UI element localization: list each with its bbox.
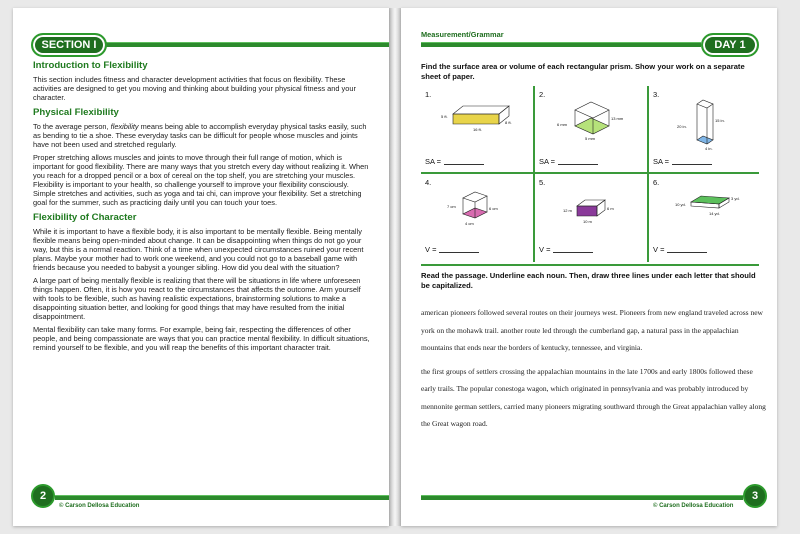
prism-drawing	[667, 96, 747, 152]
day-header-bar	[421, 42, 701, 47]
heading-physical-flexibility: Physical Flexibility	[33, 107, 119, 118]
answer-blank[interactable]: SA =	[425, 157, 484, 166]
dimension-label: 16 ft.	[473, 127, 482, 132]
footer-copyright-left: © Carson Dellosa Education	[59, 503, 140, 509]
page-number-right: 3	[743, 484, 767, 508]
dimension-label: 20 in.	[677, 124, 687, 129]
prism-problem-3	[649, 86, 761, 172]
book-gutter	[389, 8, 401, 526]
footer-bar	[55, 495, 389, 500]
dimension-label: 10 yd.	[675, 202, 686, 207]
left-page	[13, 8, 389, 526]
dimension-label: 13 mm	[611, 116, 624, 121]
prism-problem-1	[421, 86, 533, 172]
section-header-bar	[103, 42, 389, 47]
answer-blank[interactable]: V =	[425, 245, 479, 254]
instruction-prisms: Find the surface area or volume of each rectangular prism. Show your work on a separate sheet of paper.	[421, 62, 745, 81]
prism-drawing	[439, 96, 519, 136]
problem-number: 6.	[653, 178, 660, 187]
passage	[421, 304, 766, 439]
dimension-label: 4 in.	[705, 146, 713, 151]
heading-flexibility-of-character: Flexibility of Character	[33, 212, 137, 223]
prism-problem-grid	[421, 86, 759, 262]
dimension-label: 4 cm	[465, 221, 474, 226]
dimension-label: 15 in.	[715, 118, 725, 123]
instruction-passage: Read the passage. Underline each noun. Then, draw three lines under each letter that should be capitalized.	[421, 271, 756, 290]
answer-blank[interactable]: V =	[653, 245, 707, 254]
dimension-label: 6 m	[607, 206, 614, 211]
page-title: Introduction to Flexibility	[33, 60, 148, 71]
dimension-label: 8 ft.	[505, 120, 512, 125]
answer-blank[interactable]: V =	[539, 245, 593, 254]
dimension-label: 14 yd.	[709, 211, 720, 216]
dimension-label: 10 m	[583, 219, 592, 224]
problem-number: 1.	[425, 90, 432, 99]
dimension-label: 3 yd.	[731, 196, 740, 201]
prism-problem-4	[421, 174, 533, 260]
answer-blank[interactable]: SA =	[539, 157, 598, 166]
section-label: SECTION I	[31, 33, 107, 57]
character-paragraph-2: A large part of being mentally flexible is realizing that there will be situations in life where unforeseen things happen. Often, it is how you react to the circumstances that affects the outcome. Arm yourself with tools to be flexible, such as having realistic expectations, brainstorming solutions to make a disappointing situation better, and looking for good things that may have resulted from the initial disappointment.	[33, 276, 361, 321]
answer-blank[interactable]: SA =	[653, 157, 712, 166]
character-paragraph-1: While it is important to have a flexible body, it is also important to be mentally flexible. Being mentally flexible means being open-minded about change. It can be disappointing when things do not go your way, but this is a normal reaction. Think of a time when unexpected circumstances ruined your recent plans. Maybe your mother had to work one weekend, and you could not go to a baseball game with friends because you needed to babysit a younger sibling. How did you deal with the situation?	[33, 227, 364, 272]
prism-problem-6	[649, 174, 761, 260]
prism-drawing	[667, 184, 751, 224]
intro-paragraph: This section includes fitness and character development activities that focus on flexibility. These activities are designed to get you moving and thinking about building your physical fitness and your character.	[33, 75, 356, 102]
footer-bar	[421, 495, 743, 500]
problem-number: 5.	[539, 178, 546, 187]
dimension-label: 7 cm	[447, 204, 456, 209]
dimension-label: 6 cm	[489, 206, 498, 211]
header-subject-label: Measurement/Grammar	[421, 30, 504, 39]
prism-problem-2	[535, 86, 647, 172]
dimension-label: 12 m	[563, 208, 572, 213]
physical-paragraph-1: To the average person, flexibility means being able to accomplish everyday physical tasks easily, such as bending to tie a shoe. These everyday tasks can be difficult for people whose muscles and joints have not been used and stretched regularly.	[33, 122, 367, 149]
left-article	[33, 60, 373, 356]
prism-drawing	[553, 96, 633, 142]
footer-copyright-right: © Carson Dellosa Education	[653, 503, 734, 509]
dimension-label: 6 mm	[557, 122, 567, 127]
passage-paragraph-1: american pioneers followed several routes on their journeys west. Pioneers from new england traveled across new york on the mohawk trail. another route led through the cumberland gap, a natural pass in the appalachian mountains that ends near the borders of kentucky, tennessee, and virginia.	[421, 308, 763, 352]
day-label: DAY 1	[701, 33, 759, 57]
prism-drawing	[553, 184, 633, 230]
page-number-left: 2	[31, 484, 55, 508]
character-paragraph-3: Mental flexibility can take many forms. For example, being fair, respecting the differences of other people, and being compassionate are ways that you can practice mental flexibility. In difficult situations, remind yourself to be flexible, and you will reap the benefits of this important character trait.	[33, 325, 370, 352]
problem-number: 4.	[425, 178, 432, 187]
dimension-label: 5 ft.	[441, 114, 448, 119]
passage-paragraph-2: the first groups of settlers crossing the appalachian mountains in the late 1700s and early 1800s followed these early trails. The popular conestoga wagon, which originated in pennsylvania and was probably introduced by mennonite german settlers, carried many pioneers migrating southward through the Great appalachian valley along the Great wagon road.	[421, 366, 766, 428]
dimension-label: 5 mm	[585, 136, 595, 141]
section-divider	[421, 264, 759, 266]
problem-number: 2.	[539, 90, 546, 99]
prism-drawing	[439, 184, 519, 230]
prism-problem-5	[535, 174, 647, 260]
right-page	[401, 8, 777, 526]
physical-paragraph-2: Proper stretching allows muscles and joints to move through their full range of motion, which is important for good flexibility. There are many ways that you stretch every day without realizing it. When you reach for a dropped pencil or a box of cereal on the top shelf, you are stretching your muscles. Flexibility is important to your health, so challenge yourself to improve your flexibility consciously. Simple stretches and activities, such as yoga and tai chi, can improve your flexibility. Set a stretching goal for the summer, such as practicing daily until you can touch your toes.	[33, 153, 369, 207]
problem-number: 3.	[653, 90, 660, 99]
